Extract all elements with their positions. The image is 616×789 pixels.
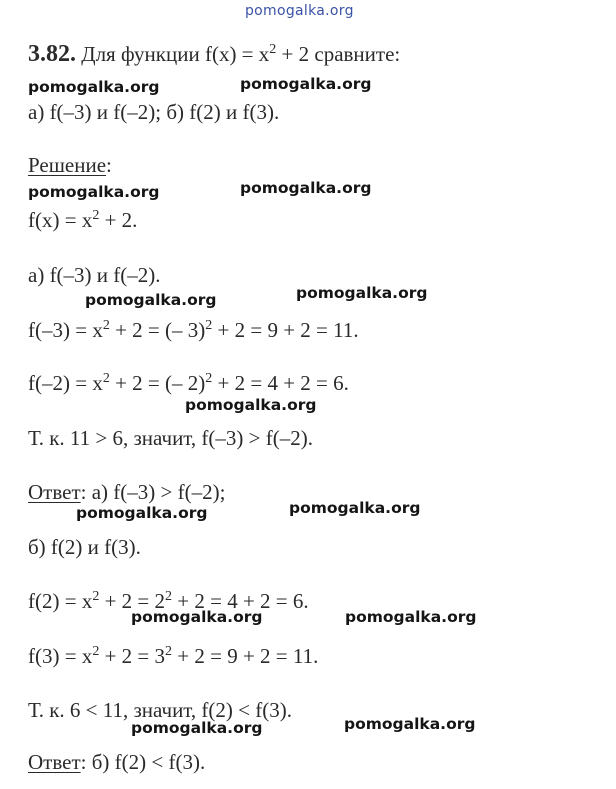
site-watermark-top: pomogalka.org: [245, 3, 354, 19]
part-b-heading: б) f(2) и f(3).: [28, 535, 141, 559]
part-a-equation-2: $f(-2) = x^2 + 2$ = (– 2)$^2$ + 2 = 4 + 2 = 6.: [28, 371, 349, 395]
problem-number: 3.82.: [28, 41, 76, 67]
part-b-equation-1: $f(2) = x^2 + 2 = 2^2 + 2 = 4 + 2 = 6$.: [28, 589, 309, 613]
watermark: pomogalka.org: [240, 75, 372, 93]
part-a-conclusion: Т. к. 11 > 6, значит, f(–3) > f(–2).: [28, 426, 313, 450]
watermark: pomogalka.org: [289, 499, 421, 517]
part-b-equation-2: $f(3) = x^2 + 2 = 3^2 + 2 = 9 + 2 = 11$.: [28, 644, 319, 668]
watermark: pomogalka.org: [185, 396, 317, 414]
watermark: pomogalka.org: [131, 608, 263, 626]
watermark: pomogalka.org: [131, 719, 263, 737]
watermark: pomogalka.org: [344, 715, 476, 733]
part-a-answer: Ответ: а) f(–3) > f(–2);: [28, 480, 226, 504]
watermark: pomogalka.org: [345, 608, 477, 626]
watermark: pomogalka.org: [28, 183, 160, 201]
part-a-heading: а) f(–3) и f(–2).: [28, 263, 161, 287]
problem-parts: а) f(–3) и f(–2); б) f(2) и f(3).: [28, 100, 280, 124]
watermark: pomogalka.org: [296, 284, 428, 302]
problem-statement: [28, 42, 400, 66]
answer-label: Ответ: [28, 480, 81, 504]
solution-label: Решение: [28, 153, 107, 177]
part-a-equation-1: $f(-3) = x^2 + 2$ = (– 3)$^2$ + 2 = 9 + 2 = 11.: [28, 318, 359, 342]
part-b-conclusion: Т. к. 6 < 11, значит, f(2) < f(3).: [28, 698, 292, 722]
watermark: pomogalka.org: [85, 291, 217, 309]
problem-text: Для функции $f(x) = x^2 + 2$ сравните:: [81, 42, 401, 66]
function-definition: $f(x) = x^2 + 2$.: [28, 208, 138, 232]
solution-heading: Решение:: [28, 153, 112, 177]
watermark: pomogalka.org: [240, 179, 372, 197]
part-b-answer: Ответ: б) f(2) < f(3).: [28, 750, 206, 774]
watermark: pomogalka.org: [76, 504, 208, 522]
watermark: pomogalka.org: [28, 78, 160, 96]
answer-label: Ответ: [28, 750, 81, 774]
